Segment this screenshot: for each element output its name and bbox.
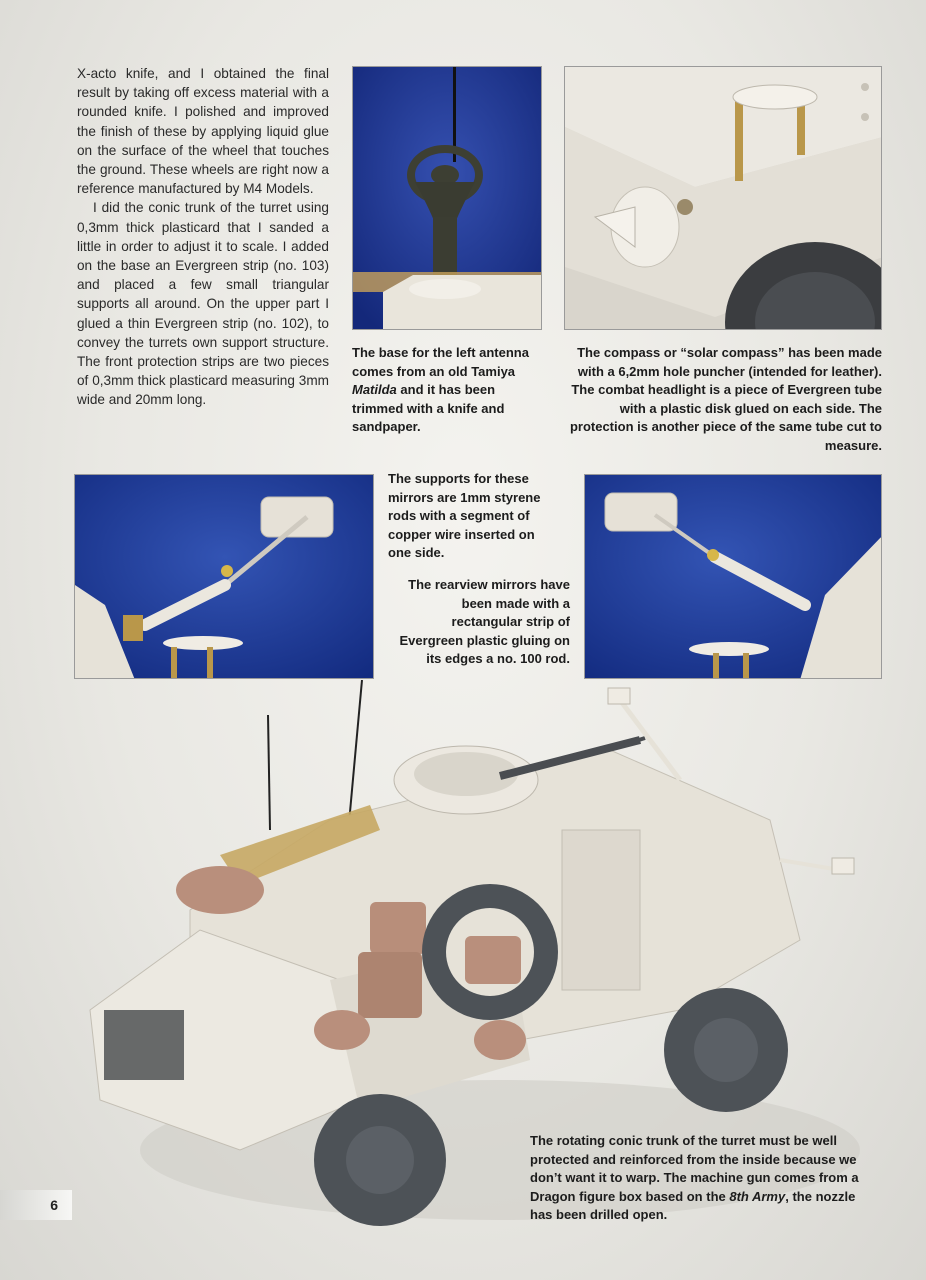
caption-compass: The compass or “solar compass” has been made with a 6,2mm hole puncher (intended for leather). The combat headlight is a piece of Evergreen tube with a plastic disk glued on each side. The protection is another piece of the same tube cut to measure. [569, 345, 882, 453]
mirror-left-photo [74, 474, 374, 679]
caption-rearview-mirrors: The rearview mirrors have been made with a rectangular strip of Evergreen plastic gluing on its edges a no. 100 rod. [399, 577, 570, 666]
caption-antenna-base: The base for the left antenna comes from an old Tamiya Matilda and it has been trimmed with a knife and sandpaper. [352, 345, 529, 434]
antenna-photo [352, 66, 542, 330]
page-number: 6 [0, 1190, 72, 1220]
body-paragraph-2: I did the conic trunk of the turret using 0,3mm thick plasticard that I sanded a little in order to adjust it to scale. I added on the base an Evergreen strip (no. 103) and placed a few small triangular supports all around. On the upper part I glued a thin Evergreen strip (no. 102), to convey the turrets own support structure. The front protection strips are two pieces of 0,3mm thick plasticard measuring 3mm wide and 20mm long. [77, 200, 329, 408]
mirror-right-photo [584, 474, 882, 679]
body-text-column [77, 64, 329, 410]
caption-mirror-supports: The supports for these mirrors are 1mm styrene rods with a segment of copper wire inserted on one side. [388, 471, 541, 560]
compass-photo [564, 66, 882, 330]
body-paragraph-1: X-acto knife, and I obtained the final result by taking off excess material with a rounded knife. I polished and improved the finish of these by applying liquid glue on the surface of the wheel that touches the ground. These wheels are right now a reference manufactured by M4 Models. [77, 66, 329, 197]
caption-turret: The rotating conic trunk of the turret must be well protected and reinforced from the inside because we don’t want it to warp. The machine gun comes from a Dragon figure box based on the 8th Army, the nozzle has been drilled open. [530, 1133, 859, 1222]
